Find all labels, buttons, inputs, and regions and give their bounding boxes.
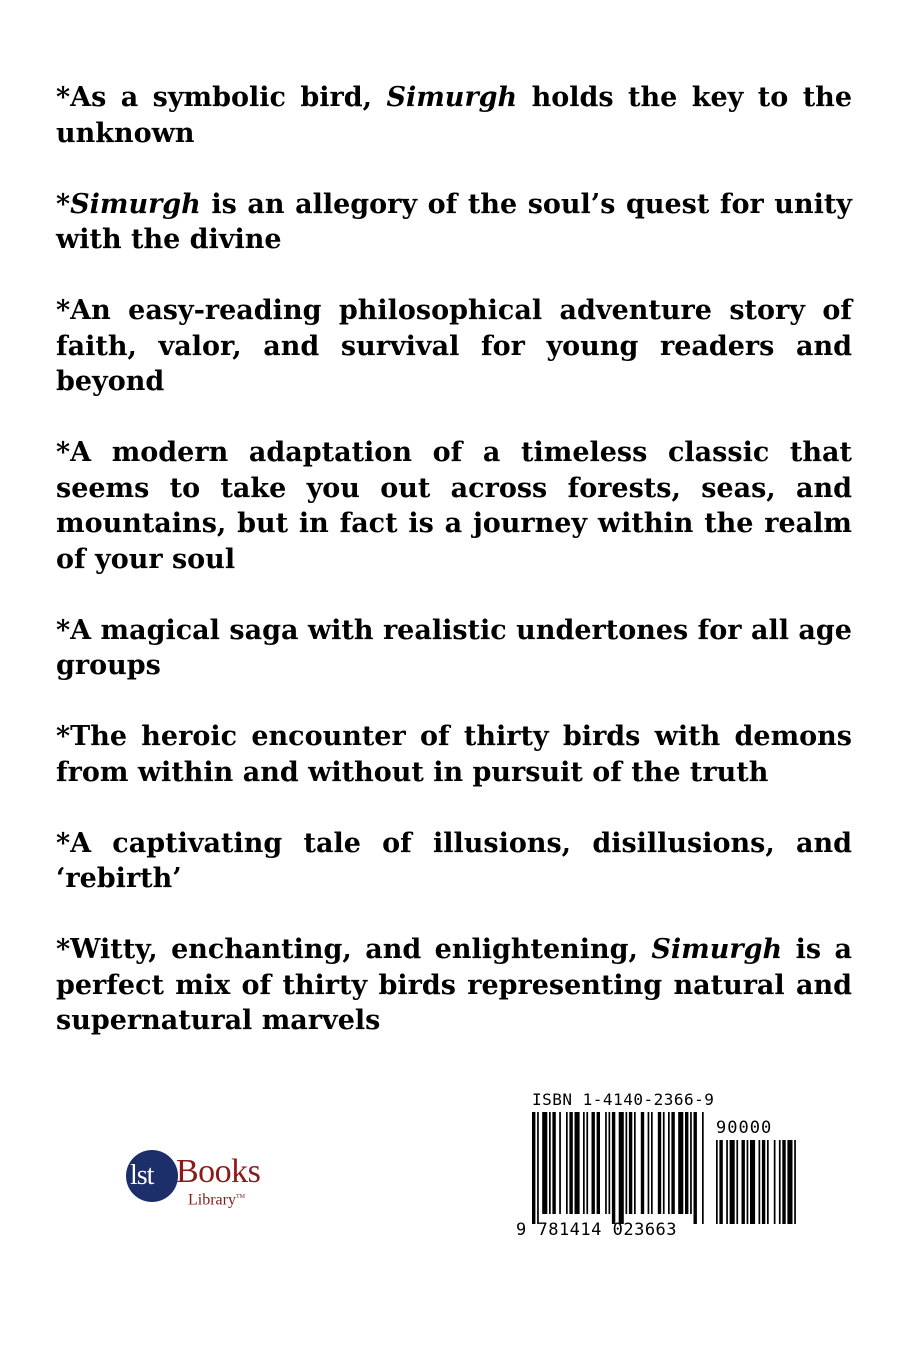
blurb-6: *The heroic encounter of thirty birds with demons from within and without in pursuit of the truth bbox=[56, 721, 852, 788]
title-italic: Simurgh bbox=[386, 82, 518, 113]
addon-bar bbox=[779, 1140, 781, 1224]
barcode-bar bbox=[605, 1112, 607, 1214]
barcode-bar bbox=[569, 1112, 572, 1214]
barcode-bar bbox=[586, 1112, 588, 1214]
addon-bar bbox=[794, 1140, 796, 1224]
addon-bar bbox=[716, 1140, 718, 1224]
barcode-bar bbox=[651, 1112, 653, 1214]
blurb-3: *An easy-reading philosophical adventure story of faith, valor, and survival for young readers and beyond bbox=[56, 295, 852, 397]
addon-bar bbox=[787, 1140, 792, 1224]
barcode-bar bbox=[537, 1112, 539, 1224]
barcode-bar bbox=[694, 1112, 697, 1224]
barcode-bar bbox=[619, 1112, 624, 1224]
title-italic: Simurgh bbox=[70, 188, 201, 220]
barcode-bar bbox=[641, 1112, 644, 1214]
isbn-label: ISBN 1-4140-2366-9 bbox=[532, 1090, 715, 1109]
addon-bar bbox=[759, 1140, 761, 1224]
barcode-bar bbox=[552, 1112, 555, 1214]
barcode-bar bbox=[559, 1112, 561, 1214]
addon-bar bbox=[774, 1140, 776, 1224]
barcode-bar bbox=[592, 1112, 595, 1214]
barcode-bar bbox=[542, 1112, 547, 1214]
barcode-bar bbox=[702, 1112, 704, 1224]
barcode-bar bbox=[663, 1112, 665, 1214]
addon-bar bbox=[730, 1140, 735, 1224]
barcode-bar bbox=[532, 1112, 535, 1224]
blurb-4: *A modern adaptation of a timeless classic that seems to take you out across forests, seas, and mountains, but in fact is a journey within the realm of your soul bbox=[56, 437, 852, 575]
barcode-bar bbox=[690, 1112, 692, 1214]
barcode-bar bbox=[597, 1112, 600, 1214]
logo-tm: TM bbox=[235, 1194, 245, 1200]
logo-prefix: lst bbox=[130, 1160, 154, 1191]
addon-bar bbox=[747, 1140, 749, 1224]
addon-bar bbox=[742, 1140, 745, 1224]
barcode-bar bbox=[634, 1112, 636, 1214]
barcode-bar bbox=[626, 1112, 628, 1214]
addon-bar bbox=[750, 1140, 755, 1224]
blurb-1: *As a symbolic bird, Simurgh holds the key to the unknown bbox=[56, 82, 852, 149]
barcode-bar bbox=[678, 1112, 683, 1214]
barcode-bar bbox=[583, 1112, 585, 1214]
title-italic: Simurgh bbox=[651, 934, 783, 965]
addon-bar bbox=[719, 1140, 722, 1224]
publisher-logo bbox=[126, 1146, 276, 1216]
barcode-bar bbox=[629, 1112, 632, 1214]
barcode-bar bbox=[685, 1112, 688, 1214]
addon-bar bbox=[782, 1140, 785, 1224]
blurb-8: *Witty, enchanting, and enlightening, Simurgh is a perfect mix of thirty birds representing natural and supernatural marvels bbox=[56, 934, 852, 1036]
barcode-bar bbox=[566, 1112, 568, 1214]
isbn-barcode bbox=[516, 1090, 810, 1240]
barcode-bar bbox=[609, 1112, 611, 1214]
addon-bar bbox=[726, 1140, 728, 1224]
blurb-7: *A captivating tale of illusions, disillusions, and ‘rebirth’ bbox=[56, 827, 852, 894]
ean-digits: 9 781414 023663 bbox=[516, 1220, 678, 1240]
barcode-bar bbox=[612, 1112, 615, 1224]
back-cover-blurbs bbox=[56, 80, 852, 1074]
logo-word: Books bbox=[176, 1153, 261, 1190]
addon-digits: 90000 bbox=[716, 1118, 773, 1138]
addon-bar bbox=[736, 1140, 738, 1224]
barcode-bar bbox=[658, 1112, 661, 1214]
logo-sub: Library™ bbox=[188, 1191, 245, 1209]
barcode-bar bbox=[575, 1112, 580, 1214]
barcode-bar bbox=[668, 1112, 670, 1214]
addon-bar bbox=[762, 1140, 765, 1224]
blurb-2: *Simurgh is an allegory of the soul’s quest for unity with the divine bbox=[56, 188, 852, 255]
addon-bar bbox=[767, 1140, 769, 1224]
barcode-bar bbox=[549, 1112, 551, 1214]
barcode-bar bbox=[671, 1112, 674, 1214]
barcode-bar bbox=[648, 1112, 650, 1214]
blurb-5: *A magical saga with realistic undertones for all age groups bbox=[56, 614, 852, 681]
